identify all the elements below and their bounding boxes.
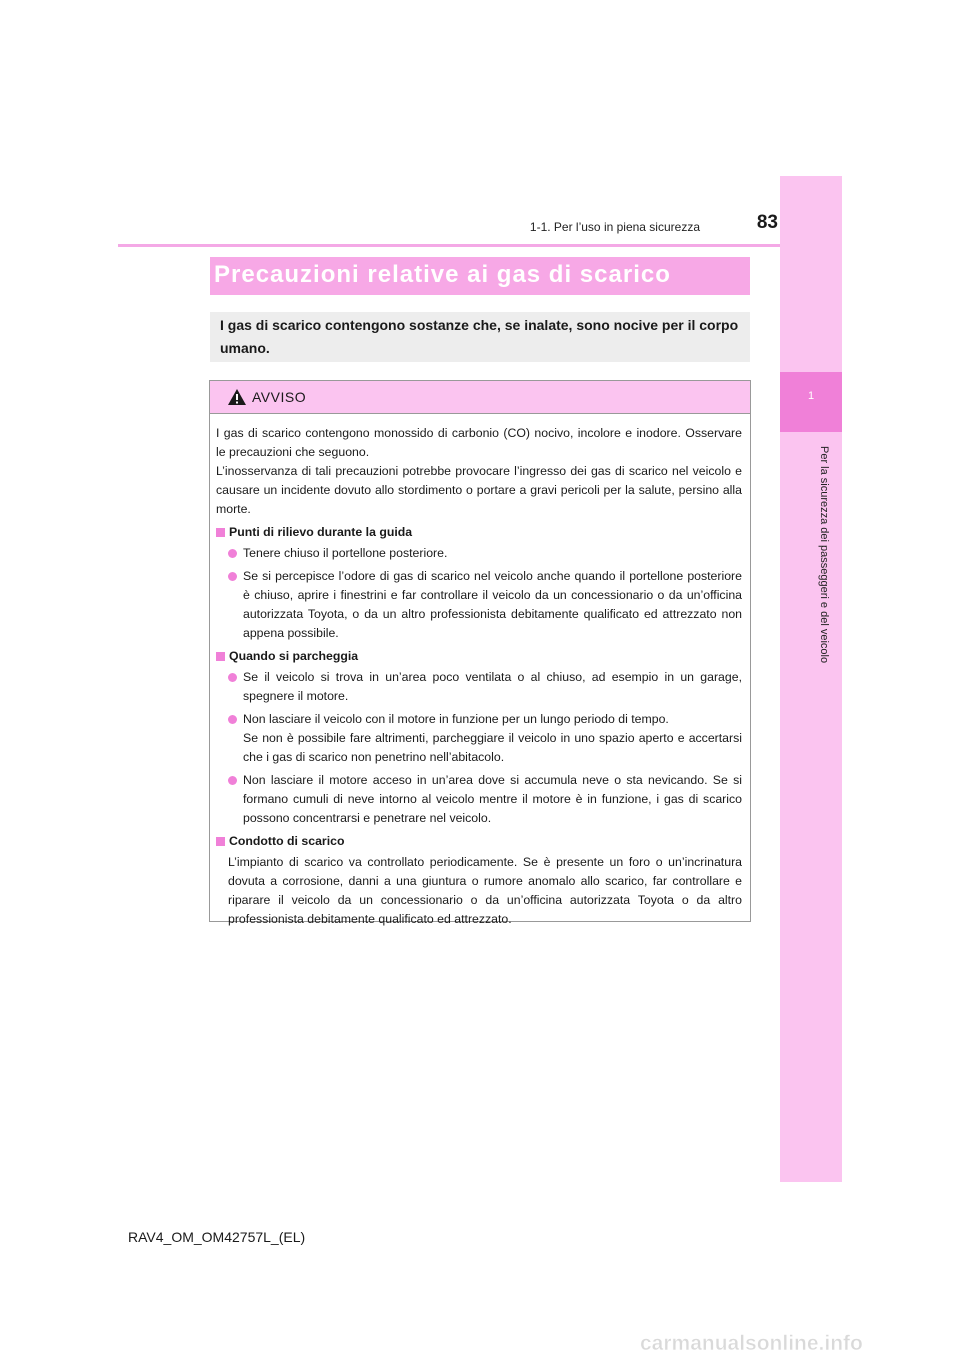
side-tab-active-block[interactable] [780, 372, 842, 432]
page-title: Precauzioni relative ai gas di scarico [214, 261, 671, 288]
header-rule [118, 244, 780, 247]
section-heading [216, 832, 742, 851]
list-item [216, 567, 742, 643]
section-title: Punti di rilievo durante la guida [229, 525, 413, 539]
list-item-line: Se non è possibile fare altrimenti, parcheggiare il veicolo in uno spazio aperto e accertarsi che i gas di scarico non penetrino nell’abitacolo. [243, 731, 742, 764]
section-reference: 1-1. Per l’uso in piena sicurezza [529, 220, 700, 234]
list-item-text: Tenere chiuso il portellone posteriore. [243, 546, 448, 560]
section-title: Condotto di scarico [229, 834, 345, 848]
section-heading [216, 523, 742, 542]
list-item [216, 544, 742, 563]
circle-bullet-icon [228, 715, 237, 724]
section-heading [216, 647, 742, 666]
watermark-logo [640, 1330, 956, 1356]
circle-bullet-icon [228, 549, 237, 558]
side-tab-number: 1 [807, 390, 815, 402]
warning-intro-2: L’inosservanza di tali precauzioni potrebbe provocare l’ingresso dei gas di scarico nel veicolo e causare un incidente dovuto allo stordimento o portare a gravi pericoli per la salute, persino alla morte. [216, 464, 742, 516]
list-item [216, 771, 742, 828]
intro-text: I gas di scarico contengono sostanze che, se inalate, sono nocive per il corpo umano. [220, 317, 739, 356]
list-item-line: Non lasciare il veicolo con il motore in funzione per un lungo periodo di tempo. [243, 712, 669, 726]
list-item-text: Non lasciare il motore acceso in un’area dove si accumula neve o sta nevicando. Se si formano cumuli di neve intorno al veicolo mentre il motore è in funzione, i gas di scarico possono concentrarsi e penetrare nel veicolo. [243, 773, 742, 825]
list-item-text: Se si percepisce l’odore di gas di scarico nel veicolo anche quando il portellone posteriore è chiuso, aprire i finestrini e far controllare il veicolo da un concessionario o da un’officina autorizzata Toyota, o da un altro professionista debitamente qualificato ed attrezzato non appena possibile. [243, 569, 742, 640]
section-title: Quando si parcheggia [229, 649, 359, 663]
warning-triangle-icon [227, 388, 247, 406]
circle-bullet-icon [228, 776, 237, 785]
footer-code: RAV4_OM_OM42757L_(EL) [128, 1229, 306, 1245]
warning-body [216, 424, 742, 929]
list-item-text [243, 710, 742, 767]
circle-bullet-icon [228, 673, 237, 682]
circle-bullet-icon [228, 572, 237, 581]
list-item-text: Se il veicolo si trova in un’area poco ventilata o al chiuso, ad esempio in un garage, spegnere il motore. [243, 670, 742, 703]
square-bullet-icon [216, 652, 225, 661]
section-text: L’impianto di scarico va controllato periodicamente. Se è presente un foro o un’incrinatura dovuta a corrosione, danni a una giuntura o rumore anomalo allo scarico, far controllare e riparare il veicolo da un concessionario o da un’officina autorizzata Toyota o da altro professionista debitamente qualificato ed attrezzato. [228, 855, 742, 926]
warning-label: AVVISO [252, 389, 307, 405]
square-bullet-icon [216, 837, 225, 846]
square-bullet-icon [216, 528, 225, 537]
side-tab-label: Per la sicurezza dei passeggeri e del veicolo [818, 446, 830, 664]
page-number: 83 [756, 212, 778, 233]
list-item [216, 710, 742, 767]
svg-text:carmanualsonline.info: carmanualsonline.info [640, 1332, 863, 1355]
warning-intro-1: I gas di scarico contengono monossido di carbonio (CO) nocivo, incolore e inodore. Osservare le precauzioni che seguono. [216, 426, 742, 459]
list-item [216, 668, 742, 706]
